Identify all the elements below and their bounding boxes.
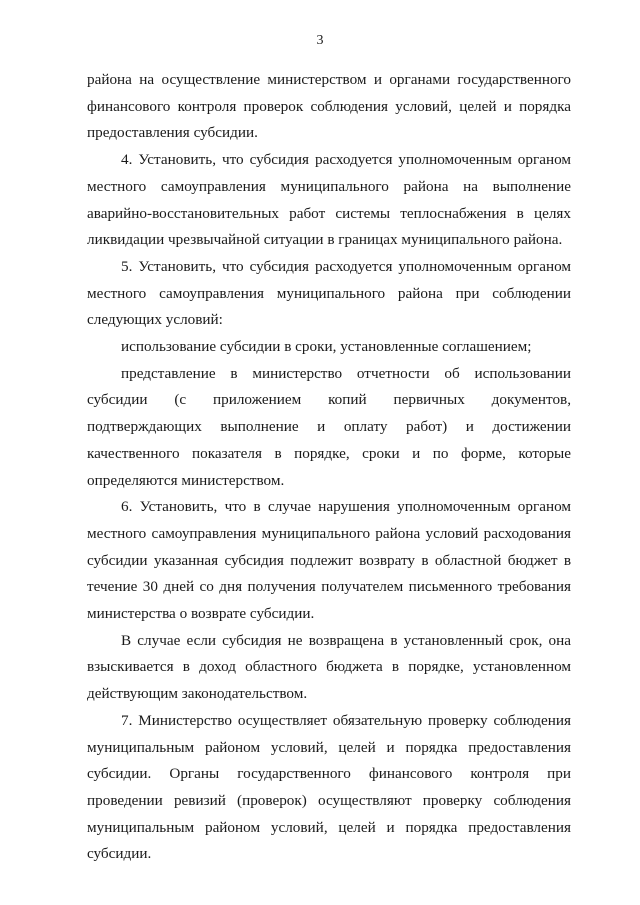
paragraph-refund-rule: В случае если субсидия не возвращена в установленный срок, она взыскивается в доход областного бюджета в порядке, установленном действующим законодательством. xyxy=(87,631,571,703)
paragraph-item-7: 7. Министерство осуществляет обязательную проверку соблюдения муниципальным районом условий, целей и порядка предоставления субсидии. Органы государственного финансового контроля при проведении ревизий (проверок) осуществляют проверку соблюдения муниципальным районом условий, целей и порядка предоставления субсидии. xyxy=(87,711,571,863)
document-body xyxy=(87,67,571,868)
paragraph-continuation: района на осуществление министерством и органами государственного финансового контроля проверок соблюдения условий, целей и порядка предоставления субсидии. xyxy=(87,71,571,142)
paragraph-item-4: 4. Установить, что субсидия расходуется уполномоченным органом местного самоуправления муниципального района на выполнение аварийно-восстановительных работ системы теплоснабжения в целях ликвидации чрезвычайной ситуации в границах муниципального района. xyxy=(87,151,571,249)
page-number: 3 xyxy=(316,33,324,48)
paragraph-condition-1: использование субсидии в сроки, установленные соглашением; xyxy=(121,338,532,356)
paragraph-item-6: 6. Установить, что в случае нарушения уполномоченным органом местного самоуправления муниципального района условий расходования субсидии указанная субсидия подлежит возврату в областной бюджет в течение 30 дней со дня получения получателем письменного требования министерства о возврате субсидии. xyxy=(87,498,571,623)
paragraph-item-5: 5. Установить, что субсидия расходуется уполномоченным органом местного самоуправления муниципального района при соблюдении следующих условий: xyxy=(87,257,571,329)
paragraph-condition-2: представление в министерство отчетности об использовании субсидии (с приложением копий первичных документов, подтверждающих выполнение и оплату работ) и достижении качественного показателя в порядке, сроки и по форме, которые определяются министерством. xyxy=(87,364,571,489)
